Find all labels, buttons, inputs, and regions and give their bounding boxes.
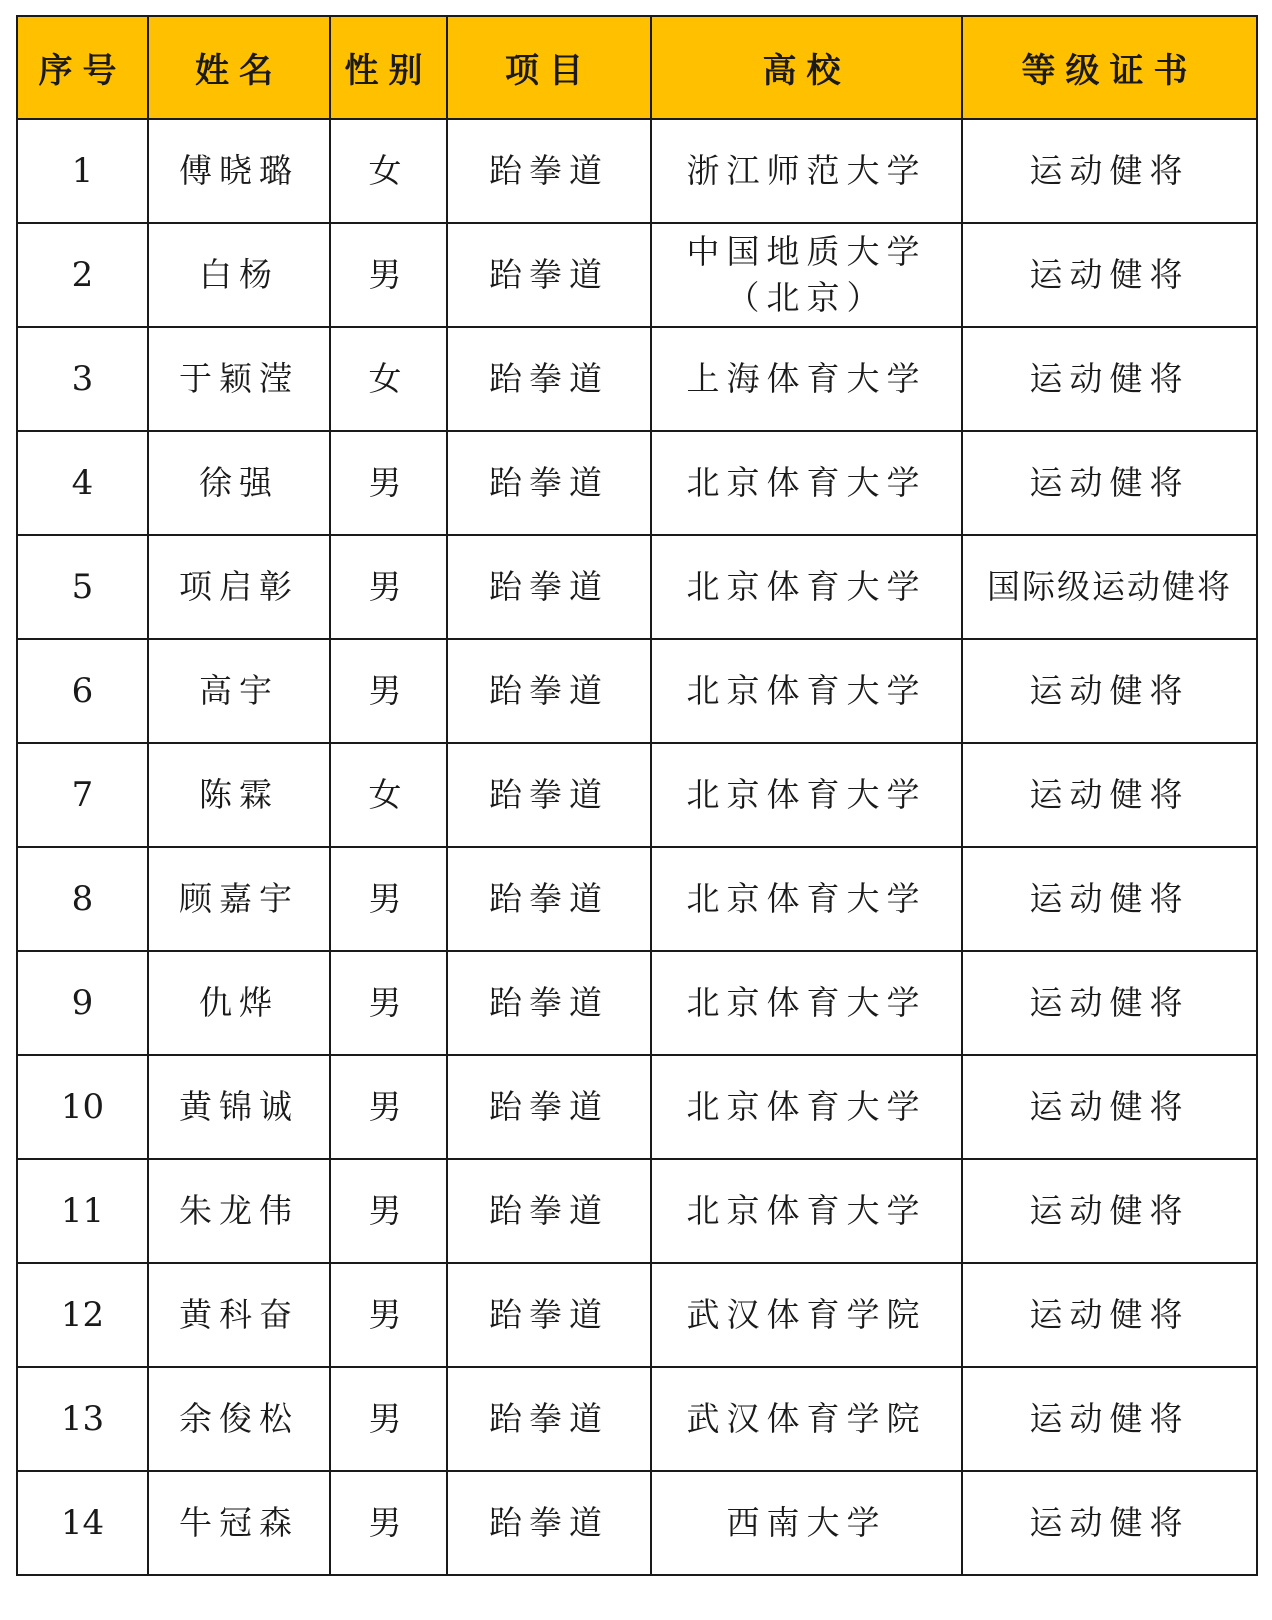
cell-index: 4 — [17, 431, 148, 535]
cell-certificate: 国际级运动健将 — [962, 535, 1257, 639]
cell-university: 北京体育大学 — [651, 743, 962, 847]
cell-sport: 跆拳道 — [447, 223, 651, 327]
cell-certificate: 运动健将 — [962, 847, 1257, 951]
cell-index: 12 — [17, 1263, 148, 1367]
cell-certificate: 运动健将 — [962, 1159, 1257, 1263]
cell-index: 9 — [17, 951, 148, 1055]
table-row — [17, 847, 1257, 951]
cell-index: 2 — [17, 223, 148, 327]
cell-university: 北京体育大学 — [651, 1159, 962, 1263]
cell-name: 余俊松 — [148, 1367, 330, 1471]
cell-gender: 男 — [330, 1263, 447, 1367]
cell-name: 傅晓璐 — [148, 119, 330, 223]
cell-university: 北京体育大学 — [651, 639, 962, 743]
cell-university: 武汉体育学院 — [651, 1367, 962, 1471]
cell-name: 陈霖 — [148, 743, 330, 847]
cell-name: 仇烨 — [148, 951, 330, 1055]
cell-university: 北京体育大学 — [651, 535, 962, 639]
cell-certificate: 运动健将 — [962, 223, 1257, 327]
cell-sport: 跆拳道 — [447, 535, 651, 639]
cell-name: 徐强 — [148, 431, 330, 535]
cell-certificate: 运动健将 — [962, 743, 1257, 847]
cell-university: 北京体育大学 — [651, 847, 962, 951]
cell-index: 10 — [17, 1055, 148, 1159]
cell-sport: 跆拳道 — [447, 639, 651, 743]
cell-university: 西南大学 — [651, 1471, 962, 1575]
cell-index: 7 — [17, 743, 148, 847]
athlete-table — [16, 15, 1258, 1576]
table-row — [17, 1471, 1257, 1575]
cell-certificate: 运动健将 — [962, 1263, 1257, 1367]
cell-index: 14 — [17, 1471, 148, 1575]
cell-gender: 男 — [330, 639, 447, 743]
cell-gender: 男 — [330, 535, 447, 639]
table-row — [17, 535, 1257, 639]
header-sport: 项目 — [447, 16, 651, 119]
cell-sport: 跆拳道 — [447, 1263, 651, 1367]
cell-index: 6 — [17, 639, 148, 743]
cell-certificate: 运动健将 — [962, 951, 1257, 1055]
table-row — [17, 223, 1257, 327]
table-row — [17, 1055, 1257, 1159]
cell-index: 3 — [17, 327, 148, 431]
cell-name: 项启彰 — [148, 535, 330, 639]
cell-index: 13 — [17, 1367, 148, 1471]
cell-gender: 男 — [330, 1159, 447, 1263]
table-row — [17, 639, 1257, 743]
cell-sport: 跆拳道 — [447, 847, 651, 951]
cell-sport: 跆拳道 — [447, 1055, 651, 1159]
header-university: 高校 — [651, 16, 962, 119]
cell-name: 黄锦诚 — [148, 1055, 330, 1159]
cell-sport: 跆拳道 — [447, 1159, 651, 1263]
header-index: 序号 — [17, 16, 148, 119]
cell-gender: 男 — [330, 1367, 447, 1471]
cell-certificate: 运动健将 — [962, 1471, 1257, 1575]
cell-name: 高宇 — [148, 639, 330, 743]
cell-certificate: 运动健将 — [962, 119, 1257, 223]
cell-sport: 跆拳道 — [447, 951, 651, 1055]
table-row — [17, 743, 1257, 847]
table-row — [17, 1263, 1257, 1367]
header-gender: 性别 — [330, 16, 447, 119]
cell-university: 浙江师范大学 — [651, 119, 962, 223]
cell-certificate: 运动健将 — [962, 327, 1257, 431]
cell-index: 5 — [17, 535, 148, 639]
cell-gender: 女 — [330, 743, 447, 847]
cell-gender: 男 — [330, 847, 447, 951]
cell-university: 北京体育大学 — [651, 431, 962, 535]
cell-index: 8 — [17, 847, 148, 951]
cell-gender: 男 — [330, 223, 447, 327]
cell-gender: 男 — [330, 951, 447, 1055]
cell-name: 黄科奋 — [148, 1263, 330, 1367]
table-row — [17, 431, 1257, 535]
cell-sport: 跆拳道 — [447, 431, 651, 535]
cell-name: 白杨 — [148, 223, 330, 327]
cell-name: 于颖滢 — [148, 327, 330, 431]
table-body — [17, 119, 1257, 1575]
cell-index: 1 — [17, 119, 148, 223]
cell-gender: 男 — [330, 431, 447, 535]
cell-university: 北京体育大学 — [651, 951, 962, 1055]
cell-sport: 跆拳道 — [447, 743, 651, 847]
table-row — [17, 951, 1257, 1055]
cell-certificate: 运动健将 — [962, 431, 1257, 535]
cell-university: 中国地质大学（北京） — [651, 223, 962, 327]
table-row — [17, 1159, 1257, 1263]
header-certificate: 等级证书 — [962, 16, 1257, 119]
header-name: 姓名 — [148, 16, 330, 119]
cell-name: 牛冠森 — [148, 1471, 330, 1575]
cell-gender: 女 — [330, 327, 447, 431]
table-row — [17, 119, 1257, 223]
cell-sport: 跆拳道 — [447, 119, 651, 223]
cell-certificate: 运动健将 — [962, 1367, 1257, 1471]
cell-university: 上海体育大学 — [651, 327, 962, 431]
cell-gender: 女 — [330, 119, 447, 223]
cell-name: 顾嘉宇 — [148, 847, 330, 951]
cell-gender: 男 — [330, 1471, 447, 1575]
cell-gender: 男 — [330, 1055, 447, 1159]
table-header-row — [17, 16, 1257, 119]
cell-sport: 跆拳道 — [447, 1471, 651, 1575]
cell-name: 朱龙伟 — [148, 1159, 330, 1263]
table-row — [17, 1367, 1257, 1471]
cell-sport: 跆拳道 — [447, 327, 651, 431]
cell-certificate: 运动健将 — [962, 639, 1257, 743]
cell-certificate: 运动健将 — [962, 1055, 1257, 1159]
cell-index: 11 — [17, 1159, 148, 1263]
table-row — [17, 327, 1257, 431]
cell-sport: 跆拳道 — [447, 1367, 651, 1471]
cell-university: 北京体育大学 — [651, 1055, 962, 1159]
cell-university: 武汉体育学院 — [651, 1263, 962, 1367]
